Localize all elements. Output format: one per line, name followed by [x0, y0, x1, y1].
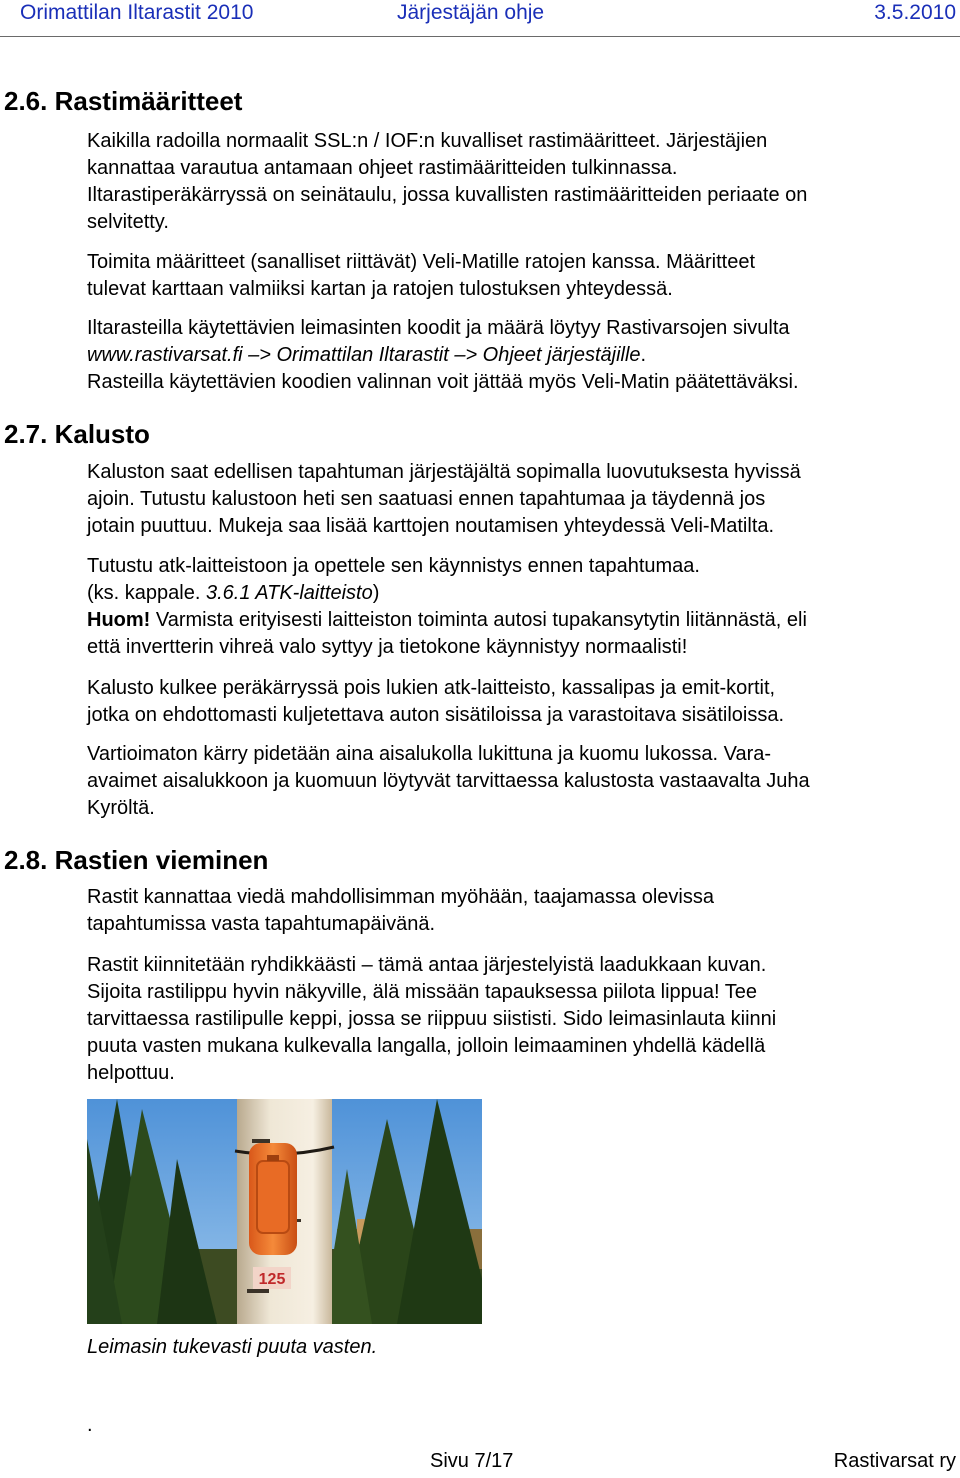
text-fragment: .	[640, 344, 647, 366]
text-line	[87, 607, 957, 634]
text-line: Kalusto kulkee peräkärryssä pois lukien atk-laitteisto, kassalipas ja emit-kortit,	[87, 677, 776, 699]
text-line: Vartioimaton kärry pidetään aina aisalukolla lukittuna ja kuomu lukossa. Vara-	[87, 743, 772, 765]
text-line: että invertterin vihreä valo syttyy ja tietokone käynnistyy normaalisti!	[87, 636, 688, 658]
paragraph-2-6-2	[87, 249, 957, 303]
text-line: tarvittaessa rastilipulle keppi, jossa se riippuu siististi. Sido leimasinlauta kiinni	[87, 1008, 777, 1030]
footer-dot: .	[87, 1414, 93, 1436]
text-line: Tutustu atk-laitteistoon ja opettele sen käynnistys ennen tapahtumaa.	[87, 555, 700, 577]
page-header	[0, 0, 960, 32]
section-title-2-8: 2.8. Rastien vieminen	[4, 845, 269, 875]
text-line	[87, 342, 957, 369]
page-number: Sivu 7/17	[430, 1450, 514, 1472]
header-divider	[0, 36, 960, 37]
text-line: Rastit kannattaa viedä mahdollisimman myöhään, taajamassa olevissa	[87, 886, 714, 908]
text-line	[87, 580, 957, 607]
control-punch-photo	[87, 1099, 482, 1324]
text-line: jotka on ehdottomasti kuljetettava auton sisätiloissa ja varastoitava sisätiloissa.	[87, 704, 785, 726]
header-doc-title: Järjestäjän ohje	[397, 1, 545, 24]
rastivarsat-link[interactable]: www.rastivarsat.fi –> Orimattilan Iltarastit –> Ohjeet järjestäjille	[87, 344, 641, 366]
text-fragment: )	[372, 582, 380, 604]
footer-organization: Rastivarsat ry	[833, 1450, 956, 1472]
header-date: 3.5.2010	[874, 1, 956, 24]
paragraph-2-8-2	[87, 952, 957, 1087]
text-line: puuta vasten mukana kulkevalla langalla, jolloin leimaaminen yhdellä kädellä	[87, 1035, 766, 1057]
paragraph-2-6-3	[87, 315, 957, 396]
section-title-2-7: 2.7. Kalusto	[4, 419, 150, 449]
text-line: Iltarastiperäkärryssä on seinätaulu, jossa kuvallisten rastimääritteiden periaate on	[87, 184, 808, 206]
photo-caption: Leimasin tukevasti puuta vasten.	[87, 1336, 378, 1358]
text-line: Sijoita rastilippu hyvin näkyville, älä missään tapauksessa piilota lippua! Tee	[87, 981, 757, 1003]
section-reference-link[interactable]: 3.6.1 ATK-laitteisto	[205, 582, 373, 604]
text-line: Iltarasteilla käytettävien leimasinten koodit ja määrä löytyy Rastivarsojen sivulta	[87, 317, 790, 339]
text-line: tulevat karttaan valmiiksi kartan ja ratojen tulostuksen yhteydessä.	[87, 278, 673, 300]
paragraph-2-6-1	[87, 128, 957, 236]
text-fragment: (ks. kappale.	[87, 582, 206, 604]
text-line: Rasteilla käytettävien koodien valinnan voit jättää myös Veli-Matin päätettäväksi.	[87, 371, 799, 393]
text-line: avaimet aisalukkoon ja kuomuun löytyvät tarvittaessa kalustosta vastaavalta Juha	[87, 770, 810, 792]
text-line: kannattaa varautua antamaan ohjeet rastimääritteiden tulkinnassa.	[87, 157, 678, 179]
text-line: Rastit kiinnitetään ryhdikkäästi – tämä antaa järjestelyistä laadukkaan kuvan.	[87, 954, 767, 976]
paragraph-2-8-1	[87, 884, 957, 938]
text-line: Toimita määritteet (sanalliset riittävät) Veli-Matille ratojen kanssa. Määritteet	[87, 251, 756, 273]
text-line: Kaikilla radoilla normaalit SSL:n / IOF:n kuvalliset rastimääritteet. Järjestäjien	[87, 130, 768, 152]
text-line: selvitetty.	[87, 211, 169, 233]
text-line: Kaluston saat edellisen tapahtuman järjestäjältä sopimalla luovutuksesta hyvissä	[87, 461, 801, 483]
text-line: helpottuu.	[87, 1062, 175, 1084]
section-title-2-6: 2.6. Rastimääritteet	[4, 86, 243, 116]
text-line: Kyröltä.	[87, 797, 155, 819]
paragraph-2-7-4	[87, 675, 957, 729]
paragraph-2-7-2	[87, 553, 957, 661]
header-event-title: Orimattilan Iltarastit 2010	[20, 1, 254, 24]
text-fragment: Varmista erityisesti laitteiston toiminta autosi tupakansytytin liitännästä, eli	[150, 609, 807, 631]
text-line: ajoin. Tutustu kalustoon heti sen saatuasi ennen tapahtumaa ja täydennä jos	[87, 488, 766, 510]
control-code-label: 125	[258, 1271, 286, 1288]
text-line: tapahtumissa vasta tapahtumapäivänä.	[87, 913, 435, 935]
notice-label: Huom!	[87, 609, 151, 631]
text-line: jotain puuttuu. Mukeja saa lisää karttojen noutamisen yhteydessä Veli-Matilta.	[87, 515, 775, 537]
paragraph-2-7-1	[87, 459, 957, 540]
paragraph-2-7-5	[87, 741, 957, 822]
